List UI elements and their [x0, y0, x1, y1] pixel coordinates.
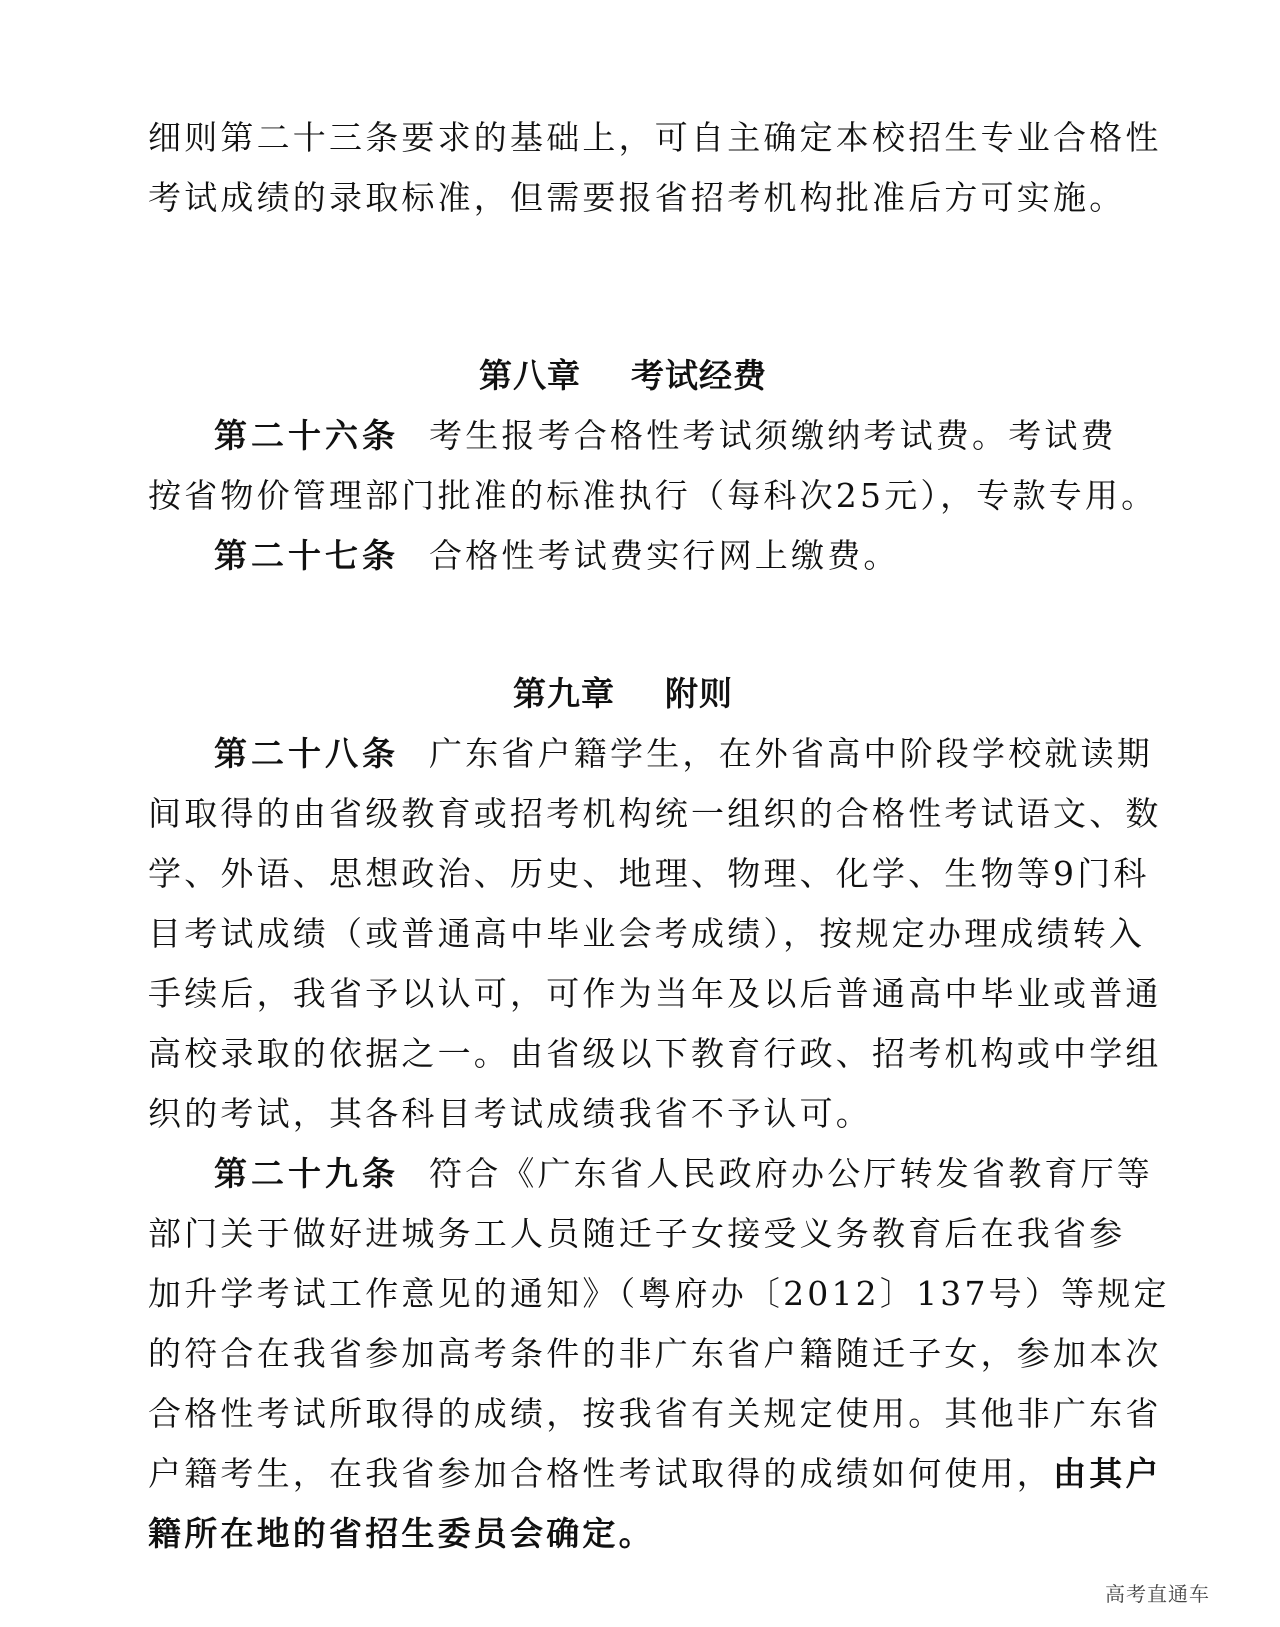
- article-label: 第二十九条: [214, 1154, 399, 1193]
- paragraph-text: 户籍考生，在我省参加合格性考试取得的成绩如何使用，: [148, 1454, 1053, 1493]
- article-text: 符合《广东省人民政府办公厅转发省教育厅等: [429, 1154, 1153, 1193]
- watermark-text: 高考直通车: [1105, 1582, 1210, 1606]
- chapter-8-heading: [148, 346, 1098, 406]
- article-26: [148, 406, 1117, 466]
- paragraph-line: 织的考试，其各科目考试成绩我省不予认可。: [148, 1094, 872, 1133]
- article-label: 第二十六条: [214, 416, 399, 455]
- paragraph-line: 学、外语、思想政治、历史、地理、物理、化学、生物等9门科: [148, 854, 1150, 893]
- chapter-9-heading: [148, 664, 1098, 724]
- article-text: 合格性考试费实行网上缴费。: [429, 536, 900, 575]
- chapter-title: 考试经费: [631, 356, 767, 395]
- paragraph-line: 加升学考试工作意见的通知》（粤府办〔2012〕137号）等规定: [148, 1274, 1170, 1313]
- chapter-number: 第九章: [513, 674, 615, 713]
- chapter-title: 附则: [665, 674, 733, 713]
- paragraph-line: 间取得的由省级教育或招考机构统一组织的合格性考试语文、数: [148, 794, 1162, 833]
- document-page: [148, 108, 1170, 1564]
- paragraph-line: 的符合在我省参加高考条件的非广东省户籍随迁子女，参加本次: [148, 1334, 1162, 1373]
- article-29: [148, 1144, 1153, 1204]
- paragraph-line: 部门关于做好进城务工人员随迁子女接受义务教育后在我省参: [148, 1214, 1126, 1253]
- article-label: 第二十八条: [214, 734, 399, 773]
- paragraph-line: [148, 1444, 1162, 1504]
- article-label: 第二十七条: [214, 536, 399, 575]
- chapter-number: 第八章: [479, 356, 581, 395]
- paragraph-line: 细则第二十三条要求的基础上，可自主确定本校招生专业合格性: [148, 118, 1162, 157]
- paragraph-line: 高校录取的依据之一。由省级以下教育行政、招考机构或中学组: [148, 1034, 1162, 1073]
- paragraph-line: 考试成绩的录取标准，但需要报省招考机构批准后方可实施。: [148, 178, 1126, 217]
- article-text: 考生报考合格性考试须缴纳考试费。考试费: [429, 416, 1117, 455]
- article-27: [148, 526, 1098, 586]
- emphasis-line: 籍所在地的省招生委员会确定。: [148, 1514, 655, 1553]
- paragraph-line: 手续后，我省予以认可，可作为当年及以后普通高中毕业或普通: [148, 974, 1162, 1013]
- paragraph-line: 合格性考试所取得的成绩，按我省有关规定使用。其他非广东省: [148, 1394, 1162, 1433]
- article-28: [148, 724, 1153, 784]
- emphasis-text: 由其户: [1053, 1454, 1162, 1493]
- paragraph-line: 目考试成绩（或普通高中毕业会考成绩），按规定办理成绩转入: [148, 914, 1146, 953]
- article-text: 广东省户籍学生，在外省高中阶段学校就读期: [429, 734, 1153, 773]
- paragraph-line: 按省物价管理部门批准的标准执行（每科次25元），专款专用。: [148, 476, 1158, 515]
